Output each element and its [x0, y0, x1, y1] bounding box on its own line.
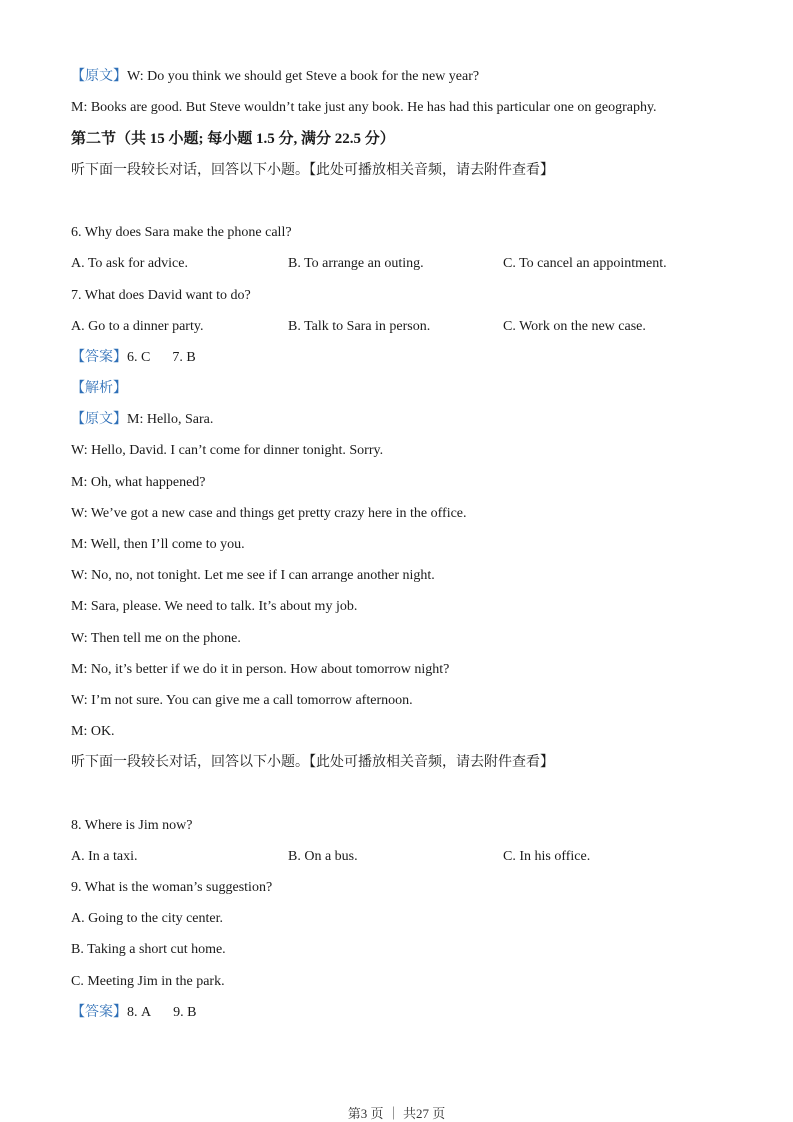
q8-option-b: B. On a bus.	[288, 849, 358, 864]
answer-tag: 【答案】	[71, 350, 127, 365]
dialogue-line: M: No, it’s better if we do it in person. How about tomorrow night?	[71, 662, 450, 677]
dialogue-line: W: Hello, David. I can’t come for dinner tonight. Sorry.	[71, 443, 384, 458]
dialogue-text: M: Hello, Sara.	[127, 412, 214, 427]
q6-option-b: B. To arrange an outing.	[288, 256, 424, 271]
answer-6: 6. C	[127, 350, 151, 365]
instruction-text: 听下面一段较长对话，回答以下小题。【此处可播放相关音频，请去附件查看】	[71, 755, 554, 770]
q6-option-c: C. To cancel an appointment.	[503, 256, 667, 271]
dialogue-line: M: Sara, please. We need to talk. It’s about my job.	[71, 599, 358, 614]
q9-option-c: C. Meeting Jim in the park.	[71, 974, 225, 989]
instruction-text: 听下面一段较长对话，回答以下小题。【此处可播放相关音频，请去附件查看】	[71, 163, 554, 178]
dialogue-line: W: We’ve got a new case and things get pretty crazy here in the office.	[71, 506, 467, 521]
dialogue-line: M: Books are good. But Steve wouldn’t take just any book. He has had this particular one on geography.	[71, 100, 657, 115]
answer-line	[71, 1004, 196, 1022]
dialogue-line: W: I’m not sure. You can give me a call tomorrow afternoon.	[71, 693, 413, 708]
dialogue-line: M: Well, then I’ll come to you.	[71, 537, 245, 552]
q9-option-a: A. Going to the city center.	[71, 911, 224, 926]
q8-option-a: A. In a taxi.	[71, 849, 138, 864]
answer-line	[71, 349, 196, 367]
answer-7: 7. B	[172, 350, 196, 365]
q8-option-c: C. In his office.	[503, 849, 591, 864]
section-heading: 第二节（共 15 小题; 每小题 1.5 分, 满分 22.5 分）	[71, 131, 395, 147]
question-7: 7. What does David want to do?	[71, 288, 251, 303]
original-text-line	[71, 411, 213, 429]
dialogue-line: M: Oh, what happened?	[71, 475, 206, 490]
answer-9: 9. B	[173, 1005, 197, 1020]
original-tag: 【原文】	[71, 69, 127, 84]
answer-tag: 【答案】	[71, 1005, 127, 1020]
original-text-line	[71, 68, 479, 86]
q9-option-b: B. Taking a short cut home.	[71, 942, 226, 957]
page-footer: 第3 页 ｜ 共27 页	[347, 1106, 446, 1121]
q7-option-a: A. Go to a dinner party.	[71, 319, 204, 334]
question-6: 6. Why does Sara make the phone call?	[71, 225, 292, 240]
dialogue-line: W: No, no, not tonight. Let me see if I can arrange another night.	[71, 568, 435, 583]
question-8: 8. Where is Jim now?	[71, 818, 193, 833]
answer-8: 8. A	[127, 1005, 152, 1020]
q6-option-a: A. To ask for advice.	[71, 256, 188, 271]
dialogue-line: M: OK.	[71, 724, 115, 739]
q7-option-b: B. Talk to Sara in person.	[288, 319, 431, 334]
original-tag: 【原文】	[71, 412, 127, 427]
analysis-tag: 【解析】	[71, 381, 127, 396]
q7-option-c: C. Work on the new case.	[503, 319, 646, 334]
dialogue-line: W: Then tell me on the phone.	[71, 631, 241, 646]
dialogue-text: W: Do you think we should get Steve a book for the new year?	[127, 69, 480, 84]
question-9: 9. What is the woman’s suggestion?	[71, 880, 273, 895]
